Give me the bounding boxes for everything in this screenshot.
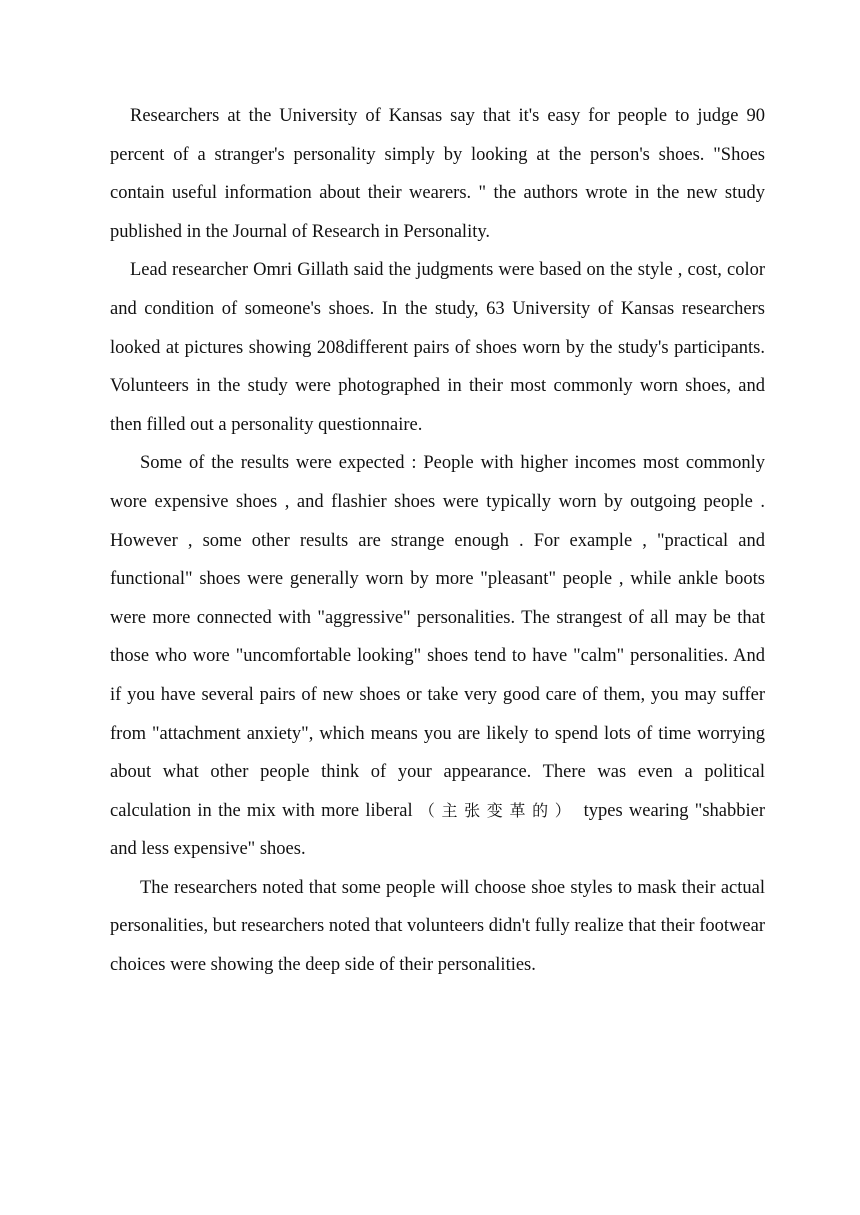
article-body (110, 97, 765, 985)
paragraph-2 (110, 251, 765, 444)
chinese-annotation: （主张变革的） (418, 800, 578, 820)
paragraph-4-text: The researchers noted that some people will choose shoe styles to mask their actual personalities, but researchers noted that volunteers didn't fully realize that their footwear choices were showing the deep side of their personalities. (110, 877, 765, 976)
paragraph-3-text-before: Some of the results were expected : People with higher incomes most commonly wore expensive shoes , and flashier shoes were typically worn by outgoing people . However , some other results are strange enough . For example , "practical and functional" shoes were generally worn by more "pleasant" people , while ankle boots were more connected with "aggressive" personalities. The strangest of all may be that those who wore "uncomfortable looking" shoes tend to have "calm" personalities. And if you have several pairs of new shoes or take very good care of them, you may suffer from "attachment anxiety", which means you are likely to spend lots of time worrying about what other people think of your appearance. There was even a political calculation in the mix with more liberal (110, 453, 765, 821)
paragraph-3 (110, 444, 765, 869)
paragraph-1-text: Researchers at the University of Kansas say that it's easy for people to judge 90 percent of a stranger's personality simply by looking at the person's shoes. "Shoes contain useful information about their wearers. " the authors wrote in the new study published in the Journal of Research in Personality. (110, 106, 765, 242)
paragraph-1 (110, 97, 765, 251)
paragraph-2-text: Lead researcher Omri Gillath said the judgments were based on the style , cost, color and condition of someone's shoes. In the study, 63 University of Kansas researchers looked at pictures showing 208different pairs of shoes worn by the study's participants. Volunteers in the study were photographed in their most commonly worn shoes, and then filled out a personality questionnaire. (110, 260, 765, 435)
paragraph-4 (110, 869, 765, 985)
paragraph-3-text-after: types wearing "shabbier and less expensive" shoes. (110, 800, 765, 860)
